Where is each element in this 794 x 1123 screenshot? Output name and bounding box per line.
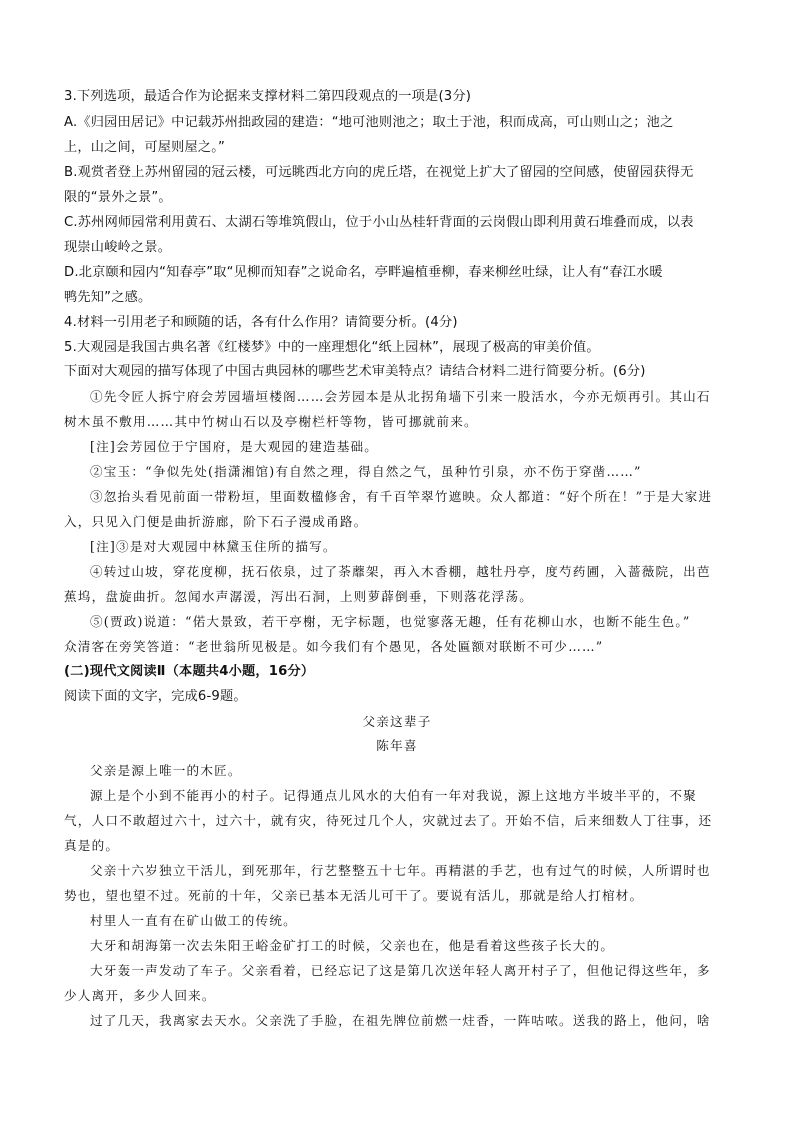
q3-option-c-line2: 现崇山峻岭之景。 bbox=[64, 240, 172, 255]
story-paragraph-6-line1: 大牙轰一声发动了车子。父亲看着，已经忘记了这是第几次送年轻人离开村子了，但他记得这些年，多 bbox=[90, 963, 711, 978]
excerpt-2: ②宝玉：“争似先处(指潇湘馆)有自然之理，得自然之气，虽种竹引泉，亦不伤于穿凿……” bbox=[90, 464, 642, 479]
q3-option-d-line1: D.北京颐和园内“知春亭”取“见柳而知春”之说命名，亭畔遍植垂柳，春来柳丝吐绿，让人有“春江水暖 bbox=[64, 265, 663, 280]
excerpt-5-line2: 众清客在旁笑答道：“老世翁所见极是。如今我们有个愚见，各处匾额对联断不可少……” bbox=[64, 639, 604, 654]
q3-option-c-line1: C.苏州网师园常利用黄石、太湖石等堆筑假山，位于小山丛桂轩背面的云岗假山即利用黄石堆叠而成，以表 bbox=[64, 215, 694, 230]
q3-option-b-line2: 限的“景外之景”。 bbox=[64, 190, 172, 205]
excerpt-4-line1: ④转过山坡，穿花度柳，抚石依泉，过了荼蘼架，再入木香棚，越牡丹亭，度芍药圃，入蔷薇院，出芭 bbox=[90, 564, 711, 579]
excerpt-note-2: [注]③是对大观园中林黛玉住所的描写。 bbox=[90, 539, 337, 554]
story-paragraph-2-line3: 真是的。 bbox=[64, 838, 120, 853]
story-paragraph-2-line2: 气，人口不敢超过六十，过六十，就有灾，待死过几个人，灾就过去了。开始不信，后来细数人丁往事，还 bbox=[64, 813, 713, 828]
q3-option-b-line1: B.观赏者登上苏州留园的冠云楼，可远眺西北方向的虎丘塔，在视觉上扩大了留园的空间感，使留园获得无 bbox=[64, 165, 694, 180]
story-paragraph-2-line1: 源上是个小到不能再小的村子。记得通点儿风水的大伯有一年对我说，源上这地方半坡半平的，不聚 bbox=[90, 788, 697, 803]
section-heading: (二)现代文阅读Ⅱ（本题共4小题，16分） bbox=[64, 664, 315, 679]
excerpt-3-line1: ③忽抬头看见前面一带粉垣，里面数楹修舍，有千百竿翠竹遮映。众人都道：“好个所在！”于是大家进 bbox=[90, 489, 713, 504]
q3-option-a-line2: 上，山之间，可屋则屋之。” bbox=[64, 140, 226, 155]
story-paragraph-4: 村里人一直有在矿山做工的传统。 bbox=[90, 913, 297, 928]
excerpt-1-line1: ①先令匠人拆宁府会芳园墙垣楼阁……会芳园本是从北拐角墙下引来一股活水，今亦无烦再引。其山石 bbox=[90, 389, 711, 404]
excerpt-3-line2: 入，只见入门便是曲折游廊，阶下石子漫成甬路。 bbox=[64, 514, 368, 529]
story-paragraph-5: 大牙和胡海第一次去朱阳王峪金矿打工的时候，父亲也在，他是看着这些孩子长大的。 bbox=[90, 938, 615, 953]
excerpt-4-line2: 蕉坞，盘旋曲折。忽闻水声潺湲，泻出石洞，上则萝薜倒垂，下则落花浮荡。 bbox=[64, 589, 533, 604]
q3-option-a-line1: A.《归园田居记》中记载苏州拙政园的建造：“地可池则池之；取土于池，积而成高，可山则山之；池之 bbox=[64, 115, 674, 130]
excerpt-note-1: [注]会芳园位于宁国府，是大观园的建造基础。 bbox=[90, 439, 379, 454]
excerpt-5-line1: ⑤(贾政)说道：“偌大景致，若干亭榭，无字标题，也觉寥落无趣，任有花柳山水，也断不能生色。” bbox=[90, 614, 691, 629]
story-title: 父亲这辈子 bbox=[362, 714, 432, 729]
story-paragraph-1: 父亲是源上唯一的木匠。 bbox=[90, 763, 242, 778]
q5-stem-line1: 5.大观园是我国古典名著《红楼梦》中的一座理想化“纸上园林”，展现了极高的审美价值。 bbox=[64, 340, 600, 355]
story-paragraph-7-line1: 过了几天，我离家去天水。父亲洗了手脸，在祖先牌位前燃一炷香，一阵咕哝。送我的路上，他问，啥 bbox=[90, 1013, 711, 1028]
q5-stem-line2: 下面对大观园的描写体现了中国古典园林的哪些艺术审美特点？请结合材料二进行简要分析。(6分) bbox=[64, 364, 646, 379]
story-paragraph-3-line2: 势也，望也望不过。死前的十年，父亲已基本无活儿可干了。要说有活儿，那就是给人打棺材。 bbox=[64, 888, 644, 903]
story-paragraph-6-line2: 少人离开，多少人回来。 bbox=[64, 988, 216, 1003]
q4-stem: 4.材料一引用老子和顾随的话，各有什么作用？请简要分析。(4分) bbox=[64, 315, 458, 330]
reading-instruction: 阅读下面的文字，完成6-9题。 bbox=[64, 689, 247, 704]
q3-stem: 3.下列选项，最适合作为论据来支撑材料二第四段观点的一项是(3分) bbox=[64, 89, 472, 104]
story-paragraph-3-line1: 父亲十六岁独立干活儿，到死那年，行艺整整五十七年。再精湛的手艺，也有过气的时候，人所谓时也 bbox=[90, 863, 711, 878]
story-author: 陈年喜 bbox=[376, 738, 418, 753]
q3-option-d-line2: 鸭先知”之感。 bbox=[64, 290, 152, 305]
excerpt-1-line2: 树木虽不敷用……其中竹树山石以及亭榭栏杆等物，皆可挪就前来。 bbox=[64, 414, 478, 429]
